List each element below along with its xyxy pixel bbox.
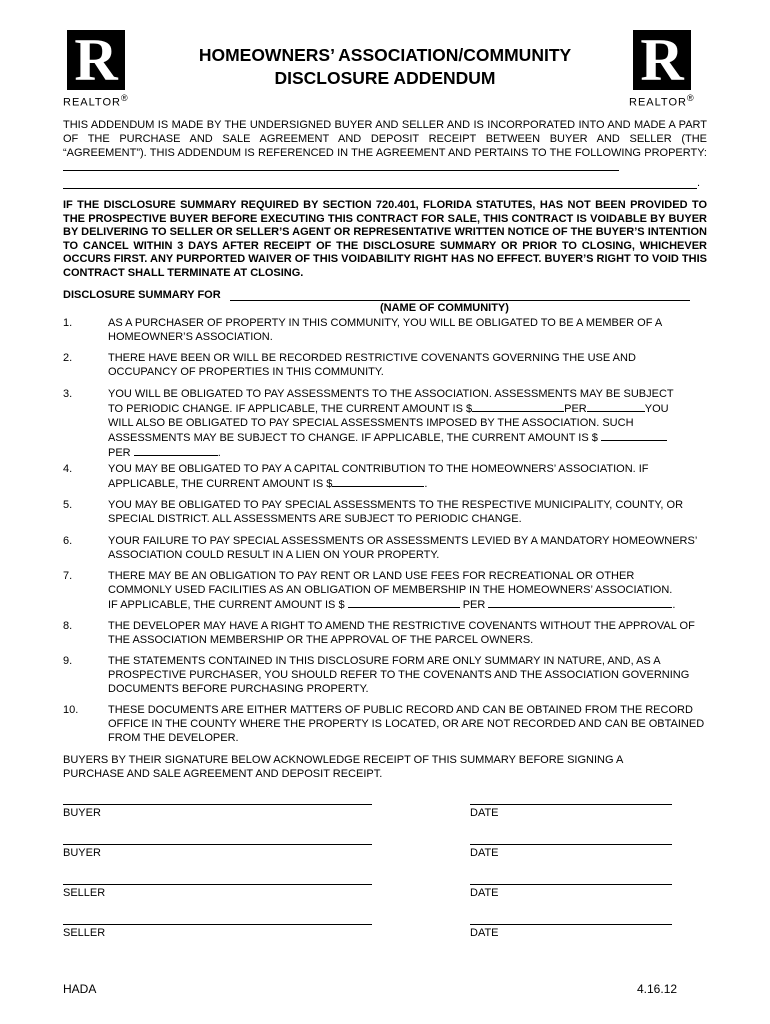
- community-name-field[interactable]: [230, 291, 690, 301]
- list-item: 9. THE STATEMENTS CONTAINED IN THIS DISCLOSURE FORM ARE ONLY SUMMARY IN NATURE, AND, AS A PROSPECTIVE PURCHASER, YOU SHOULD REFER TO THE COVENANTS AND THE ASSOCIATION GOVERNING DOCUMENTS BEFORE PURCHASING PROPERTY.: [63, 655, 690, 695]
- date-label: DATE: [470, 887, 499, 899]
- signature-label: BUYER: [63, 847, 101, 859]
- property-field[interactable]: [63, 160, 619, 171]
- signature-line-buyer-2[interactable]: [63, 844, 372, 845]
- acknowledgement-text: BUYERS BY THEIR SIGNATURE BELOW ACKNOWLEDGE RECEIPT OF THIS SUMMARY BEFORE SIGNING A PURCHASE AND SALE AGREEMENT AND DEPOSIT RECEIPT.: [63, 754, 623, 780]
- date-line-seller-2[interactable]: [470, 924, 672, 925]
- intro-paragraph: THIS ADDENDUM IS MADE BY THE UNDERSIGNED BUYER AND SELLER AND IS INCORPORATED INTO AND MADE A PART OF THE PURCHASE AND SALE AGREEMENT AND DEPOSIT RECEIPT BETWEEN BUYER AND SELLER (THE “AGREEMENT”). THIS ADDENDUM IS REFERENCED IN THE AGREEMENT AND PERTAINS TO THE FOLLOWING PROPERTY:: [63, 118, 707, 175]
- realtor-logo-right: [629, 27, 695, 109]
- special-assessment-period-field[interactable]: [134, 445, 218, 456]
- signature-line-seller-2[interactable]: [63, 924, 372, 925]
- list-item: 1. AS A PURCHASER OF PROPERTY IN THIS COMMUNITY, YOU WILL BE OBLIGATED TO BE A MEMBER OF A HOMEOWNER’S ASSOCIATION.: [63, 317, 662, 343]
- list-item: 2. THERE HAVE BEEN OR WILL BE RECORDED RESTRICTIVE COVENANTS GOVERNING THE USE AND OCCUPANCY OF PROPERTIES IN THIS COMMUNITY.: [63, 352, 636, 378]
- capital-contribution-field[interactable]: [332, 476, 424, 487]
- land-use-fee-amount-field[interactable]: [348, 597, 460, 608]
- realtor-wordmark: REALTOR®: [629, 93, 695, 109]
- list-item: 5. YOU MAY BE OBLIGATED TO PAY SPECIAL ASSESSMENTS TO THE RESPECTIVE MUNICIPALITY, COUNTY, OR SPECIAL DISTRICT. ALL ASSESSMENTS ARE SUBJECT TO PERIODIC CHANGE.: [63, 499, 684, 525]
- list-item: 6. YOUR FAILURE TO PAY SPECIAL ASSESSMENTS OR ASSESSMENTS LEVIED BY A MANDATORY HOMEOWNERS’ ASSOCIATION COULD RESULT IN A LIEN ON YOUR PROPERTY.: [63, 535, 697, 561]
- list-item: 10. THESE DOCUMENTS ARE EITHER MATTERS OF PUBLIC RECORD AND CAN BE OBTAINED FROM THE RECORD OFFICE IN THE COUNTY WHERE THE PROPERTY IS LOCATED, OR ARE NOT RECORDED AND CAN BE OBTAINED FROM THE DEVELOPER.: [63, 704, 705, 744]
- date-line-buyer-2[interactable]: [470, 844, 672, 845]
- list-item: 7. THERE MAY BE AN OBLIGATION TO PAY RENT OR LAND USE FEES FOR RECREATIONAL OR OTHER COMMONLY USED FACILITIES AS AN OBLIGATION OF MEMBERSHIP IN THE HOMEOWNERS’ ASSOCIATION. IF APPLICABLE, THE CURRENT AMOUNT IS $ PER .: [63, 570, 676, 611]
- assessment-amount-field[interactable]: [472, 401, 564, 412]
- property-field-continued[interactable]: [63, 178, 697, 189]
- signature-line-seller-1[interactable]: [63, 884, 372, 885]
- date-line-buyer-1[interactable]: [470, 804, 672, 805]
- signature-label: BUYER: [63, 807, 101, 819]
- signature-label: SELLER: [63, 887, 106, 899]
- realtor-r-mark: R: [633, 30, 691, 90]
- land-use-fee-period-field[interactable]: [488, 597, 672, 608]
- signature-label: SELLER: [63, 927, 106, 939]
- list-item: 8. THE DEVELOPER MAY HAVE A RIGHT TO AMEND THE RESTRICTIVE COVENANTS WITHOUT THE APPROVAL OF THE ASSOCIATION MEMBERSHIP OR THE APPROVAL OF THE PARCEL OWNERS.: [63, 620, 695, 646]
- disclosure-summary-label: DISCLOSURE SUMMARY FOR: [63, 289, 221, 301]
- form-revision-date: 4.16.12: [637, 982, 678, 996]
- document-title: HOMEOWNERS’ ASSOCIATION/COMMUNITY DISCLOSURE ADDENDUM: [198, 45, 572, 88]
- assessment-period-field[interactable]: [587, 401, 645, 412]
- list-item: 4. YOU MAY BE OBLIGATED TO PAY A CAPITAL CONTRIBUTION TO THE HOMEOWNERS’ ASSOCIATION. IF APPLICABLE, THE CURRENT AMOUNT IS $ .: [63, 463, 649, 490]
- community-name-caption: (NAME OF COMMUNITY): [380, 302, 509, 314]
- form-code: HADA: [63, 982, 97, 996]
- realtor-logo-left: [63, 27, 129, 109]
- realtor-r-mark: R: [67, 30, 125, 90]
- date-label: DATE: [470, 927, 499, 939]
- special-assessment-amount-field[interactable]: [601, 430, 667, 441]
- date-label: DATE: [470, 807, 499, 819]
- voidability-warning: IF THE DISCLOSURE SUMMARY REQUIRED BY SECTION 720.401, FLORIDA STATUTES, HAS NOT BEEN PROVIDED TO THE PROSPECTIVE BUYER BEFORE EXECUTING THIS CONTRACT FOR SALE, THIS CONTRACT IS VOIDABLE BY BUYER BY DELIVERING TO SELLER OR SELLER’S AGENT OR REPRESENTATIVE WRITTEN NOTICE OF THE BUYER’S INTENTION TO CANCEL WITHIN 3 DAYS AFTER RECEIPT OF THE DISCLOSURE SUMMARY OR PRIOR TO CLOSING, WHICHEVER OCCURS FIRST. ANY PURPORTED WAIVER OF THIS VOIDABILITY RIGHT HAS NO EFFECT. BUYER’S RIGHT TO VOID THIS CONTRACT SHALL TERMINATE AT CLOSING.: [63, 199, 707, 279]
- signature-line-buyer-1[interactable]: [63, 804, 372, 805]
- date-label: DATE: [470, 847, 499, 859]
- list-item: 3. YOU WILL BE OBLIGATED TO PAY ASSESSMENTS TO THE ASSOCIATION. ASSESSMENTS MAY BE SUBJECT TO PERIODIC CHANGE. IF APPLICABLE, THE CURRENT AMOUNT IS $ PER YOU WILL ALSO BE OBLIGATED TO PAY SPECIAL ASSESSMENTS IMPOSED BY THE ASSOCIATION. SUCH ASSESSMENTS MAY BE SUBJECT TO CHANGE. IF APPLICABLE, THE CURRENT AMOUNT IS $ PER .: [63, 388, 674, 459]
- date-line-seller-1[interactable]: [470, 884, 672, 885]
- realtor-wordmark: REALTOR®: [63, 93, 129, 109]
